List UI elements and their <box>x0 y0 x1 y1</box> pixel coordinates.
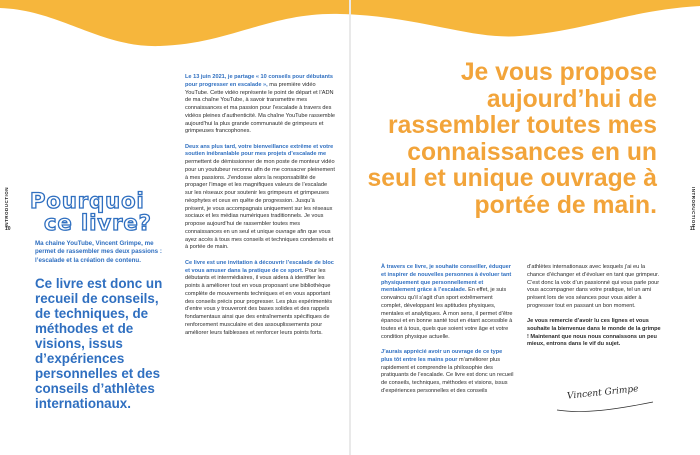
paragraph-lead: Deux ans plus tard, votre bienveillance extrême et votre soutien inébranlable pour mes projets d’escalade me <box>185 143 334 158</box>
paragraph-lead: Le 13 juin 2021, je partage « 10 conseils pour débutants pour progresser en escalade », <box>185 74 333 88</box>
right-text-column-a <box>381 264 515 403</box>
left-page-number: 10 <box>5 226 11 232</box>
paragraph-text: d’athlètes internationaux avec lesquels j’ai eu la chance d’échanger et d’évoluer en tant que grimpeur. C’est donc la voix d’un passionné qui vous parle pour vous accompagner dans votre pratique, tel un ami présent lors de vos séances pour vous aider à progresser tout en passant un bon moment. <box>527 264 660 309</box>
right-text-column-b <box>527 264 664 357</box>
paragraph <box>185 260 335 338</box>
left-text-column <box>185 74 335 345</box>
title-line-1: Pourquoi <box>30 189 145 213</box>
left-side-label: INTRODUCTION <box>4 187 9 228</box>
paragraph-text: permettent de démissionner de mon poste de monteur vidéo pour un youtubeur reconnu afin de me consacrer pleinement à mes passions. J’endosse alors la responsabilité de propager l’image et les magnifiques valeurs de l’escalade sur les réseaux pour soutenir les grimpeurs et grimpeuses néophytes et ceux en quête de progression. Jusqu’à présent, je vous accompagnais uniquement sur les réseaux sociaux et les médias numériques traditionnels. Je vous propose aujourd’hui de rassembler toutes mes connaissances en un seul et unique ouvrage afin que vous ayez accès à tous mes conseils et techniques condensés et à portée de main. <box>185 159 335 251</box>
paragraph <box>185 74 335 136</box>
paragraph <box>381 264 515 342</box>
title-line-2: ce livre? <box>44 211 152 235</box>
paragraph-lead: Ce livre est une invitation à découvrir l’escalade de bloc et vous amuser dans la pratique de ce sport. <box>185 259 334 274</box>
paragraph-lead: À travers ce livre, je souhaite conseiller, éduquer et inspirer de nouvelles personnes à évoluer tant physiquement que personnellement et mentalement grâce à l’escalade. <box>381 264 512 294</box>
book-spine <box>349 0 351 455</box>
paragraph <box>185 144 335 253</box>
right-side-label: INTRODUCTION <box>691 187 696 228</box>
paragraph-text: m’améliorer plus rapidement et comprendre la philosophie des pratiquants de l’escalade. Ce livre est donc un recueil de conseils, techniques, méthodes et visions, issus d’expériences personnelles et des conseils <box>381 356 514 394</box>
paragraph-text: ma première vidéo YouTube. Cette vidéo représente le point de départ et l’ADN de ma chaîne YouTube, à savoir transmettre mes connaissances et ma passion pour l’escalade à travers des vidéos pleines d’authenticité. Ma chaîne YouTube rassemble aujourd’hui la plus grande communauté de grimpeurs et grimpeuses francophones. <box>185 81 335 135</box>
intro-paragraph: Ma chaîne YouTube, Vincent Grimpe, me permet de rassembler mes deux passions : l’escalade et la création de contenu. <box>35 240 162 264</box>
chapter-title <box>30 190 180 234</box>
paragraph-lead: J’aurais apprécié avoir un ouvrage de ce type plus tôt entre les mains pour <box>381 349 503 363</box>
signature: Vincent Grimpe <box>566 384 639 402</box>
thanks-paragraph: Je vous remercie d’avoir lu ces lignes et vous souhaite la bienvenue dans le monde de la grimpe ! Maintenant que nous nous connaissons un peu mieux, entrons dans le vif du sujet. <box>527 318 661 348</box>
paragraph <box>381 349 515 396</box>
right-page-number: 11 <box>689 226 695 232</box>
paragraph-text: En effet, je suis convaincu qu’il s’agit d’un sport extrêmement complet, développant les aptitudes physiques, mentales et analytiques. À mon sens, il permet d’être épanoui et en bonne santé tout en étant accessible à toutes et à tous, quels que soient votre âge et votre condition physique actuelle. <box>381 287 513 340</box>
summary-paragraph: Ce livre est donc un recueil de conseils, de techniques, de méthodes et de visions, issus d’expériences personnelles et des conseils d’athlètes internationaux. <box>35 276 163 411</box>
pull-quote: Je vous propose aujourd’hui de rassembler toutes mes connaissances en un seul et unique ouvrage à portée de main. <box>367 59 657 219</box>
paragraph-text: Pour les débutants et intermédiaires, il vous aidera à identifier les points à améliorer tout en vous proposant une bibliothèque complète de mouvements techniques et en vous apportant des conseils précis pour progresser. Les plus expérimentés d’entre vous y trouveront des bases solides et des rappels fondamentaux ainsi que des entraînements spécifiques de renforcement musculaire et des assouplissements pour améliorer leurs faiblesses et renforcer leurs points forts. <box>185 267 333 336</box>
